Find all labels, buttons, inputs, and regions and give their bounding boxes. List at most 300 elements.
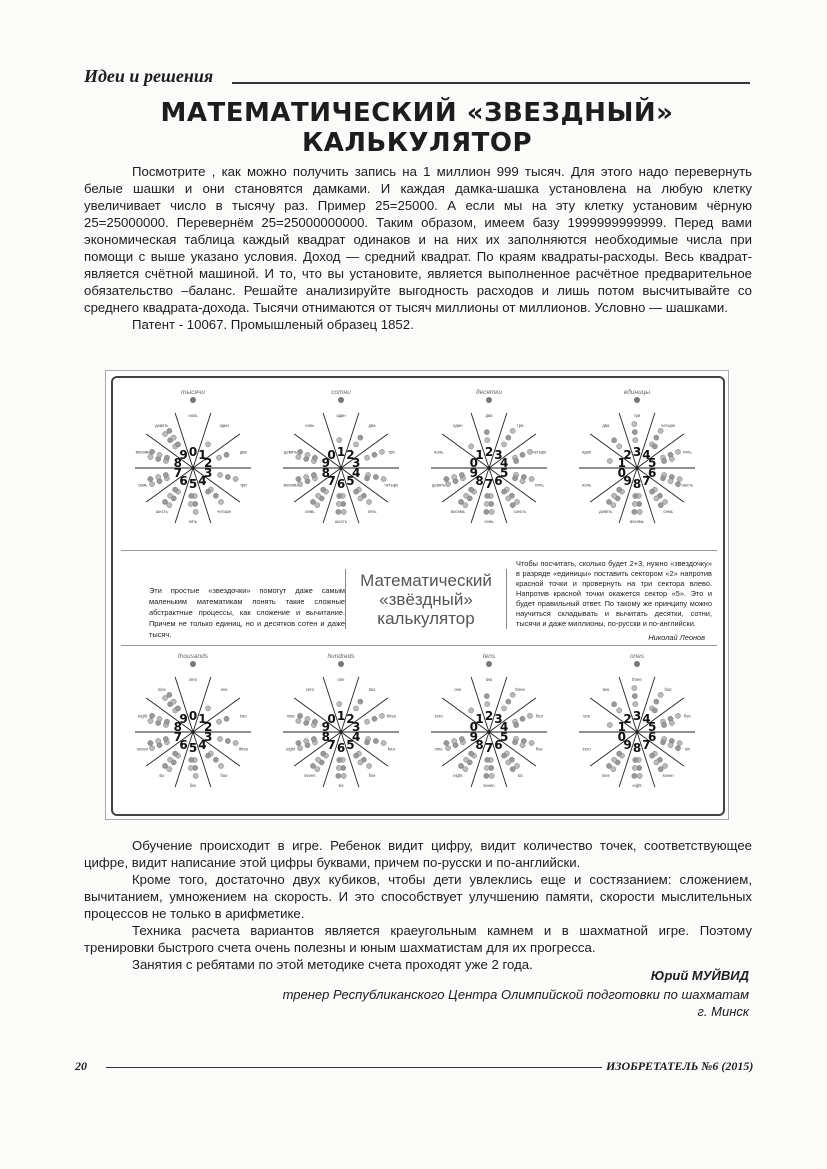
count-dot — [372, 452, 377, 457]
count-dot — [188, 765, 193, 770]
count-dot — [484, 773, 489, 778]
sector-word: два — [485, 413, 493, 418]
count-dot — [193, 773, 198, 778]
outro-paragraph-4: Занятия с ребятами по этой методике счета проходят уже 2 года. — [132, 957, 533, 972]
count-dot — [658, 692, 663, 697]
sector-word: one — [220, 687, 228, 693]
count-dot — [463, 503, 468, 508]
count-dot — [612, 438, 617, 443]
outro-paragraph-1: Обучение происходит в игре. Ребенок видит цифру, видит количество точек, соответствующее цифре, видит написание этой цифры буквами, причем по-русски и по-английски. — [84, 838, 752, 870]
sector-word: четыре — [532, 449, 547, 455]
sector-digit: 0 — [188, 445, 198, 459]
count-dot — [632, 685, 637, 690]
sector-word: шесть — [335, 519, 347, 524]
sector-digit: 1 — [475, 712, 484, 727]
sector-word: five — [536, 746, 543, 752]
count-dot — [167, 692, 172, 697]
sector-digit: 0 — [617, 729, 626, 744]
sector-word: eight — [138, 713, 148, 719]
sector-word: zero — [434, 713, 443, 719]
sector-digit: 6 — [494, 473, 503, 488]
count-dot — [469, 487, 474, 492]
sector-word: два — [602, 423, 610, 429]
sector-digit: 2 — [484, 445, 494, 459]
sector-word: ноль — [305, 423, 315, 429]
count-dot — [373, 474, 378, 479]
wheel-rank-label: сотни — [331, 389, 351, 396]
count-dot — [606, 763, 611, 768]
count-dot — [485, 437, 490, 442]
count-dot — [305, 452, 310, 457]
sector-digit: 7 — [327, 473, 336, 488]
count-dot — [633, 437, 638, 442]
sector-digit: 1 — [336, 445, 346, 459]
sector-word: два — [368, 423, 376, 429]
count-dot — [175, 706, 180, 711]
sector-digit: 9 — [321, 720, 330, 735]
sector-word: nine — [286, 713, 295, 719]
count-dot — [452, 474, 457, 479]
count-dot — [218, 499, 223, 504]
count-dot — [366, 763, 371, 768]
count-dot — [501, 753, 506, 758]
count-dot — [506, 435, 511, 440]
count-dot — [675, 746, 680, 751]
count-dot — [445, 482, 450, 487]
sector-digit: 7 — [173, 465, 182, 480]
sector-word: four — [664, 687, 672, 693]
count-dot — [372, 716, 377, 721]
wheel-rank-label: hundreds — [327, 653, 355, 660]
title-line-1: МАТЕМАТИЧЕСКИЙ «ЗВЕЗДНЫЙ» — [160, 98, 674, 128]
sector-word: ноль — [434, 449, 444, 455]
sector-word: девять — [599, 508, 613, 514]
count-dot — [224, 716, 229, 721]
count-dot — [337, 437, 342, 442]
sector-word: восемь — [135, 449, 150, 455]
sector-word: три — [516, 423, 524, 429]
sector-digit: 2 — [484, 709, 494, 723]
count-dot — [218, 736, 223, 741]
sector-word: пять — [535, 482, 544, 488]
count-dot — [216, 455, 221, 460]
wheel-rank-label: тысячи — [181, 389, 205, 396]
sector-digit: 4 — [500, 456, 509, 471]
count-dot — [167, 428, 172, 433]
count-dot — [163, 736, 168, 741]
count-dot — [296, 740, 301, 745]
sector-word: seven — [304, 772, 316, 778]
count-dot — [675, 482, 680, 487]
count-dot — [162, 431, 167, 436]
caption-title — [345, 569, 507, 629]
sector-word: один — [336, 413, 346, 418]
sector-word: пять — [188, 519, 198, 524]
sector-word: три — [388, 449, 395, 455]
count-dot — [225, 474, 230, 479]
caption-title-line-3: калькулятор — [377, 609, 475, 628]
count-dot — [632, 773, 637, 778]
sector-word: три — [633, 413, 641, 418]
caption-right-text: Чтобы посчитать, сколько будет 2+3, нужно «звездочку» в разряде «единицы» поставить сектором «2» напротив красной точки и провернуть на три сектора влево. Напротив красной точки окажется сектор «5». Это и будет правильный ответ. По такому же принципу можно научиться складывать и вычитать десятки, сотни, тысячи и даже миллионы, по-русски и по-английски. — [516, 559, 712, 628]
count-dot — [675, 713, 680, 718]
sector-digit: 3 — [352, 456, 361, 471]
sector-digit: 0 — [617, 465, 626, 480]
count-dot — [205, 706, 210, 711]
count-dot — [617, 708, 622, 713]
sector-word: два — [239, 449, 247, 455]
count-dot — [358, 760, 363, 765]
star-wheel-svg — [271, 648, 411, 806]
count-dot — [510, 692, 515, 697]
count-dot — [464, 757, 469, 762]
sector-digit: 2 — [346, 448, 355, 463]
sector-digit: 9 — [623, 737, 632, 752]
wheel-rank-label: tens — [482, 653, 496, 660]
sector-digit: 9 — [179, 712, 188, 727]
sector-digit: 1 — [198, 712, 207, 727]
red-marker-dot — [338, 397, 344, 403]
sector-digit: 8 — [173, 720, 182, 735]
count-dot — [164, 455, 169, 460]
count-dot — [297, 713, 302, 718]
count-dot — [512, 476, 517, 481]
count-dot — [149, 449, 154, 454]
count-dot — [458, 499, 463, 504]
count-dot — [148, 454, 153, 459]
sector-digit: 5 — [188, 477, 198, 491]
count-dot — [316, 757, 321, 762]
count-dot — [485, 757, 490, 762]
sector-digit: 9 — [469, 729, 478, 744]
outro-paragraph-2: Кроме того, достаточно двух кубиков, чтобы дети увлеклись еще и состязанием: сложением, вычитанием, умножением на скорость. И это способствует улучшению памяти, скорости мыслительных процессов не только в арифметике. — [84, 872, 752, 921]
star-wheel — [271, 384, 411, 542]
sector-word: three — [515, 687, 525, 693]
count-dot — [156, 474, 161, 479]
sector-digit: 1 — [336, 709, 346, 723]
count-dot — [444, 740, 449, 745]
count-dot — [637, 509, 642, 514]
article-title — [84, 98, 750, 158]
count-dot — [337, 757, 342, 762]
count-dot — [510, 767, 515, 772]
count-dot — [612, 493, 617, 498]
count-dot — [514, 458, 519, 463]
count-dot — [485, 701, 490, 706]
count-dot — [527, 713, 532, 718]
sector-digit: 4 — [500, 720, 509, 735]
star-wheel-svg — [567, 648, 707, 806]
wheel-rank-label: десятки — [476, 389, 502, 396]
count-dot — [316, 493, 321, 498]
sector-digit: 6 — [179, 737, 188, 752]
count-dot — [205, 489, 210, 494]
caption-left-text: Эти простые «звездочки» помогут даже самым маленьким математикам понять такие сложные абстрактные процессы, как сложение и вычитание. Причем не только единиц, но и десятков сотен и даже тысяч. — [149, 586, 345, 639]
sector-digit: 5 — [648, 456, 657, 471]
count-dot — [484, 429, 489, 434]
sector-digit: 0 — [327, 448, 336, 463]
count-dot — [173, 751, 178, 756]
count-dot — [364, 719, 369, 724]
count-dot — [660, 740, 665, 745]
count-dot — [157, 452, 162, 457]
count-dot — [658, 767, 663, 772]
count-dot — [358, 699, 363, 704]
count-dot — [506, 760, 511, 765]
sector-digit: 1 — [617, 720, 626, 735]
count-dot — [632, 509, 637, 514]
count-dot — [364, 476, 369, 481]
sector-digit: 3 — [204, 729, 213, 744]
sector-word: семь — [663, 508, 673, 514]
star-wheel-svg — [419, 384, 559, 542]
sector-word: two — [240, 713, 247, 719]
count-dot — [654, 760, 659, 765]
count-dot — [149, 746, 154, 751]
count-dot — [633, 757, 638, 762]
count-dot — [520, 452, 525, 457]
sector-word: four — [220, 772, 228, 778]
caption-title-line-1: Математический — [360, 571, 492, 590]
count-dot — [510, 428, 515, 433]
wheel-rank-label: ones — [629, 653, 645, 660]
count-dot — [297, 746, 302, 751]
sector-word: eight — [632, 783, 642, 788]
count-dot — [353, 489, 358, 494]
sector-digit: 8 — [173, 456, 182, 471]
sector-word: восемь — [283, 482, 298, 488]
sector-digit: 8 — [321, 465, 330, 480]
sector-word: six — [684, 746, 690, 752]
count-dot — [296, 718, 301, 723]
sector-digit: 7 — [642, 737, 651, 752]
sector-digit: 5 — [500, 465, 509, 480]
sector-digit: 8 — [475, 473, 484, 488]
wheel-rank-label: thousands — [178, 653, 208, 660]
count-dot — [336, 509, 341, 514]
star-wheel-svg — [123, 648, 263, 806]
count-dot — [649, 489, 654, 494]
count-dot — [514, 763, 519, 768]
count-dot — [658, 428, 663, 433]
sector-word: девять — [431, 482, 446, 488]
sector-digit: 4 — [198, 473, 207, 488]
section-rule — [232, 82, 750, 84]
sector-word: one — [454, 687, 462, 693]
count-dot — [669, 456, 674, 461]
count-dot — [336, 501, 341, 506]
count-dot — [216, 719, 221, 724]
sector-digit: 6 — [494, 737, 503, 752]
sector-word: seven — [137, 746, 149, 752]
footer-rule — [106, 1067, 602, 1068]
star-wheel-svg — [419, 648, 559, 806]
count-dot — [464, 493, 469, 498]
count-dot — [459, 472, 464, 477]
sector-digit: 7 — [327, 737, 336, 752]
caption-author: Николай Леонов — [648, 633, 705, 642]
count-dot — [469, 444, 474, 449]
sector-digit: 5 — [346, 737, 355, 752]
count-dot — [337, 493, 342, 498]
sector-digit: 1 — [475, 448, 484, 463]
sector-digit: 6 — [648, 729, 657, 744]
count-dot — [677, 740, 682, 745]
sector-digit: 4 — [198, 737, 207, 752]
count-dot — [381, 740, 386, 745]
count-dot — [168, 757, 173, 762]
count-dot — [654, 435, 659, 440]
count-dot — [189, 493, 194, 498]
sector-digit: 2 — [623, 712, 632, 727]
count-dot — [607, 722, 612, 727]
sector-word: один — [453, 423, 463, 429]
count-dot — [501, 706, 506, 711]
count-dot — [167, 503, 172, 508]
red-marker-dot — [486, 397, 492, 403]
count-dot — [529, 476, 534, 481]
sector-word: zero — [188, 677, 198, 682]
count-dot — [654, 699, 659, 704]
count-dot — [157, 716, 162, 721]
count-dot — [337, 701, 342, 706]
wheel-rank-label: единицы — [623, 389, 651, 396]
count-dot — [617, 444, 622, 449]
count-dot — [364, 455, 369, 460]
count-dot — [312, 719, 317, 724]
sector-digit: 7 — [484, 477, 494, 491]
title-line-2: КАЛЬКУЛЯТОР — [301, 128, 533, 158]
count-dot — [489, 773, 494, 778]
sector-digit: 7 — [642, 473, 651, 488]
sector-digit: 3 — [494, 712, 503, 727]
sector-word: восемь — [450, 508, 465, 514]
count-dot — [617, 487, 622, 492]
count-dot — [662, 763, 667, 768]
count-dot — [658, 503, 663, 508]
red-marker-dot — [634, 397, 640, 403]
count-dot — [520, 479, 525, 484]
sector-digit: 8 — [632, 477, 642, 491]
sector-digit: 0 — [327, 712, 336, 727]
sector-word: семь — [137, 482, 148, 488]
count-dot — [162, 695, 167, 700]
figure-caption-band — [121, 550, 717, 646]
sector-word: one — [337, 677, 345, 682]
count-dot — [218, 763, 223, 768]
red-marker-dot — [486, 661, 492, 667]
caption-title-line-2: «звёздный» — [379, 590, 473, 609]
count-dot — [668, 743, 673, 748]
sector-digit: 4 — [642, 448, 651, 463]
count-dot — [149, 713, 154, 718]
count-dot — [341, 509, 346, 514]
sector-digit: 5 — [346, 473, 355, 488]
count-dot — [611, 503, 616, 508]
intro-text — [84, 163, 752, 333]
sector-word: eight — [453, 772, 463, 778]
count-dot — [632, 429, 637, 434]
count-dot — [520, 743, 525, 748]
count-dot — [162, 763, 167, 768]
count-dot — [612, 757, 617, 762]
sector-word: zero — [582, 746, 591, 752]
star-wheel — [567, 384, 707, 542]
count-dot — [173, 487, 178, 492]
count-dot — [148, 740, 153, 745]
count-dot — [310, 763, 315, 768]
red-marker-dot — [338, 661, 344, 667]
count-dot — [469, 751, 474, 756]
count-dot — [662, 458, 667, 463]
sector-digit: 5 — [188, 741, 198, 755]
count-dot — [353, 706, 358, 711]
star-wheel-svg — [271, 384, 411, 542]
count-dot — [148, 476, 153, 481]
count-dot — [315, 503, 320, 508]
sector-word: четыре — [217, 508, 232, 514]
count-dot — [379, 713, 384, 718]
star-wheel — [123, 648, 263, 806]
count-dot — [662, 499, 667, 504]
sector-word: девять — [283, 449, 298, 455]
sector-word: восемь — [630, 519, 644, 524]
count-dot — [654, 496, 659, 501]
count-dot — [445, 746, 450, 751]
sector-word: two — [485, 677, 493, 682]
count-dot — [233, 740, 238, 745]
count-dot — [484, 501, 489, 506]
sector-word: seven — [483, 783, 495, 788]
sector-word: five — [684, 713, 691, 719]
count-dot — [297, 482, 302, 487]
count-dot — [171, 435, 176, 440]
sector-word: five — [189, 783, 197, 788]
sector-word: четыре — [661, 423, 676, 429]
page-number: 20 — [75, 1059, 87, 1073]
sector-word: три — [240, 482, 247, 488]
count-dot — [193, 509, 198, 514]
sector-word: one — [583, 713, 591, 719]
sector-word: zero — [305, 687, 314, 693]
count-dot — [484, 509, 489, 514]
outro-paragraph-3: Техника расчета вариантов является краеугольным камнем и в шахматной игре. Поэтому тренировки быстрого счета очень полезны и юным шахматистам для их прогресса. — [84, 923, 752, 955]
count-dot — [632, 765, 637, 770]
count-dot — [353, 753, 358, 758]
count-dot — [310, 499, 315, 504]
calculator-figure — [105, 370, 729, 820]
count-dot — [381, 476, 386, 481]
count-dot — [444, 476, 449, 481]
count-dot — [501, 489, 506, 494]
count-dot — [469, 708, 474, 713]
count-dot — [607, 458, 612, 463]
sector-digit: 6 — [336, 741, 346, 755]
sector-word: seven — [662, 772, 674, 778]
outro-text — [84, 837, 752, 973]
count-dot — [297, 449, 302, 454]
count-dot — [304, 474, 309, 479]
sector-digit: 8 — [632, 741, 642, 755]
sector-word: six — [159, 772, 165, 778]
count-dot — [501, 442, 506, 447]
count-dot — [485, 493, 490, 498]
sector-digit: 9 — [623, 473, 632, 488]
sector-word: шесть — [681, 482, 694, 488]
count-dot — [677, 476, 682, 481]
sector-digit: 0 — [469, 456, 478, 471]
count-dot — [336, 765, 341, 770]
